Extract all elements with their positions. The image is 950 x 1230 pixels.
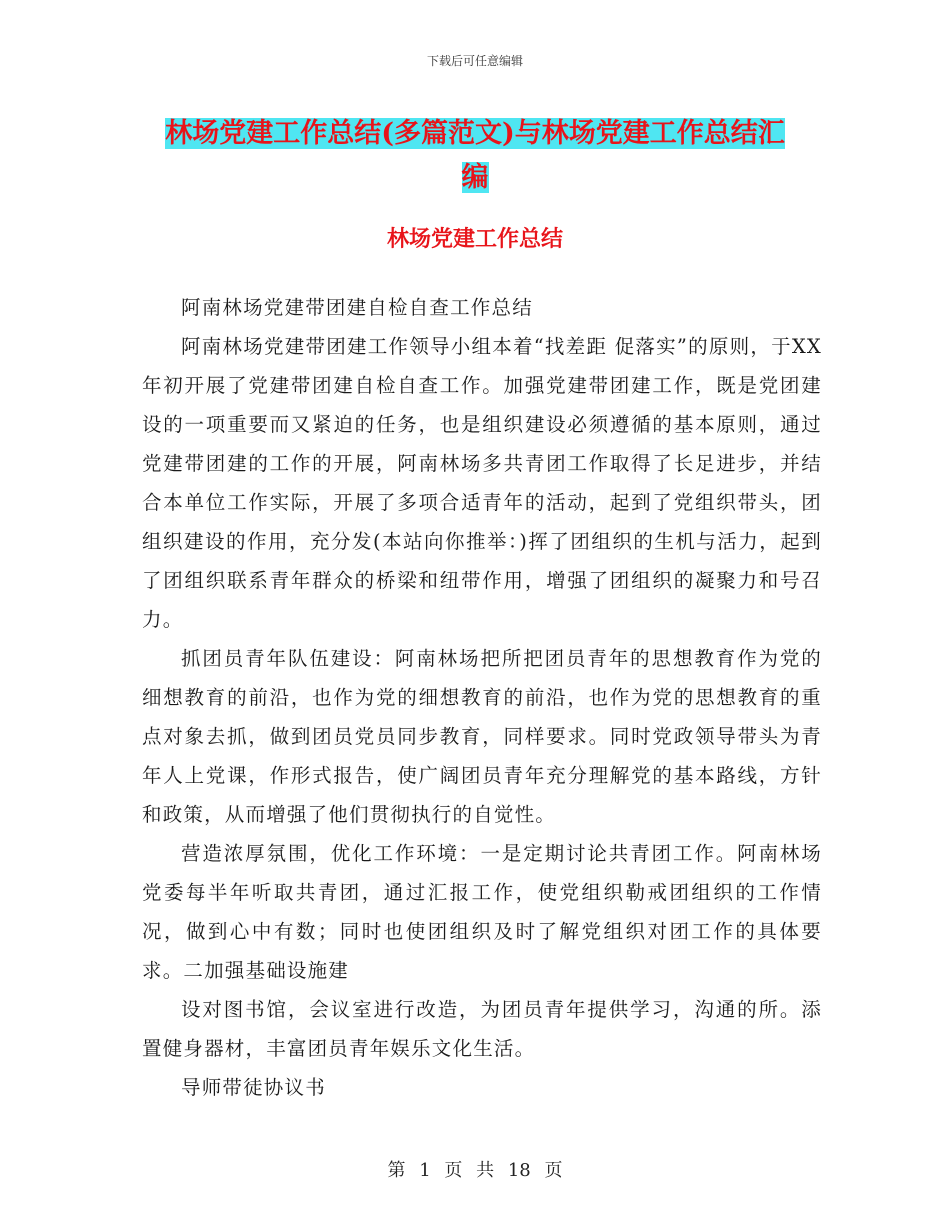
paragraph: 阿南林场党建带团建自检自查工作总结 [181,296,533,319]
section-heading: 林场党建工作总结 [386,226,563,252]
paragraph: 设对图书馆，会议室进行改造，为团员青年提供学习，沟通的所。添置健身器材，丰富团员青年娱乐文化生活。 [142,998,822,1060]
document-title-line1: 林场党建工作总结(多篇范文)与林场党建工作总结汇 [165,118,785,149]
document-title-line2: 编 [461,162,489,193]
document-title [0,112,950,200]
paragraph: 抓团员青年队伍建设：阿南林场把所把团员青年的思想教育作为党的细想教育的前沿，也作为党的细想教育的前沿，也作为党的思想教育的重点对象去抓，做到团员党员同步教育，同样要求。同时党政领导带头为青年人上党课，作形式报告，使广阔团员青年充分理解党的基本路线，方针和政策，从而增强了他们贯彻执行的自觉性。 [142,647,822,826]
page-header-note: 下载后可任意编辑 [426,54,523,68]
page-number: 第 1 页 共 18 页 [387,1160,563,1181]
paragraph: 导师带徒协议书 [181,1076,326,1099]
paragraph: 阿南林场党建带团建工作领导小组本着“找差距 促落实”的原则，于XX年初开展了党建带团建自检自查工作。加强党建带团建工作，既是党团建设的一项重要而又紧迫的任务，也是组织建设必须遵循的基本原则，通过党建带团建的工作的开展，阿南林场多共青团工作取得了长足进步，并结合本单位工作实际，开展了多项合适青年的活动，起到了党组织带头，团组织建设的作用，充分发(本站向你推举：)挥了团组织的生机与活力，起到了团组织联系青年群众的桥梁和纽带作用，增强了团组织的凝聚力和号召力。 [142,335,822,631]
document-body [142,288,822,1107]
paragraph: 营造浓厚氛围，优化工作环境：一是定期讨论共青团工作。阿南林场党委每半年听取共青团，通过汇报工作，使党组织勒戒团组织的工作情况，做到心中有数；同时也使团组织及时了解党组织对团工作的具体要求。二加强基础设施建 [142,842,822,982]
